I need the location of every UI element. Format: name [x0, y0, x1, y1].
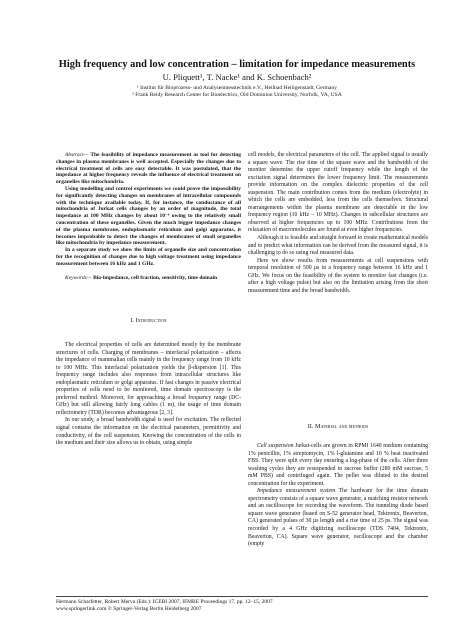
affiliation-2: ² Frank Reidy Research Center for Bioelectrics, Old Dominion University, Norfolk, VA, USA	[132, 92, 342, 98]
intro-paragraph-3: cell models, the electrical parameters of the cell. The applied signal is usually a square wave. The rise time of the square wave and the bandwidth of the monitor determine the upper cutoff frequency while the length of the excitation signal determines the lower frequency limit. The measurements provide information on the complex dielectric properties of the cell suspension. The main contribution comes from the medium (electrolyte) in which the cells are embedded, less from the cells themselves. Structural rearrangements within the plasma membrane are detectable in the low frequency region (10 kHz – 10 MHz). Changes in subcellular structures are observed at higher frequencies up to 100 MHz. Contributions from the relaxation of macromolecules are found at even higher frequencies.	[248, 152, 428, 234]
cell-suspension-label: Cell suspension	[257, 443, 294, 449]
footer-citation: Hermann Scharfetter, Robert Merva (Eds.): ICEBI 2007, IFMBE Proceedings 17, pp. 12–15, 2007	[56, 599, 273, 605]
section-heading-methods: II. Material and methods	[307, 423, 369, 430]
intro-paragraph-1: The electrical properties of cells are determined mostly by the membrane structures of cells. Charging of membranes – interfacial polarization – affects the impedance of mammalian cells mainly in the frequency range from 10 kHz to 100 MHz. This interfacial polarization yields the β-dispersion [1]. This frequency range includes also responses from intracellular structures like endoplasmatic reticulum or golgi apparatus. If fast changes in passive electrical properties of cells need to be monitored, time domain spectroscopy is the preferred method. Moreover, for approaching a broad frequency range (DC-GHz) but still allowing fairly long cables (1 m), the usage of time domain reflectometry (TDR) becomes advantageous [2, 3].	[56, 342, 241, 416]
keywords: Keywords— Bio-impedance, cell fraction, sensitivity, time domain	[65, 274, 218, 281]
abstract-label: Abstract—	[65, 152, 89, 158]
footer	[56, 599, 428, 613]
author-list: U. Pliquett¹, T. Nacke¹ and K. Schoenbach²	[162, 72, 312, 82]
paper-title: High frequency and low concentration – limitation for impedance measurements	[58, 59, 416, 70]
intro-paragraph-2: In our study, a broad bandwidth signal is used for excitation. The reflected signal contains the information on the electrical parameters, permittivity and conductivity, of the cell suspension. Knowing the concentration of the cells in the medium and their size allows us to obtain, using simple	[56, 417, 241, 447]
abstract-section	[56, 152, 241, 281]
cell-suspension-paragraph: Cell suspension Jurkat-cells are grown in RPMI 1640 medium containing 1% penicillin, 1% streptomycin, 1% l-glutamine and 10 % heat inactivated FBS. They were split every day ensuring a log-phase of the cells. After three washing cycles they are resuspended in sucrose buffer (280 mM sucrose, 5 mM PBS) and centrifuged again. The pellet was diluted to the desired concentration for the experiment.	[248, 443, 428, 487]
impedance-system-label: Impedance measurement system	[257, 488, 336, 495]
right-column-intro	[248, 152, 428, 295]
methods-section	[248, 423, 428, 549]
affiliation-1: ¹ Institut für Bioprozess- und Analysenmesstechnik e.V., Heilbad Heiligenstadt, Germany	[137, 85, 337, 91]
abstract-paragraph-2: Using modelling and control experiments we could prove the impossibility for significantly detecting changes on membranes of intracellular compounds with the technique available today. If, for instance, the conductance of all mitochondria of Jurkat cells changes by an order of magnitude, the total impedance at 100 MHz changes by about 10⁻⁶ owing to the relatively small concentration of these organelles. Given the much bigger impedance changes of the plasma membrane, endoplasmatic reticulum and golgi apparatus, it becomes improbable to detect the changes of membranes of small organelles like mitochondria by impedance measurement.	[56, 185, 241, 247]
impedance-system-paragraph: Impedance measurement system The hardware for the time domain spectrometry consists of a square wave generator, a matching resistor network and an oscilloscope for recording the waveform. The tunneling diode based square wave generator (based on S-52 generator head, Tektronix, Beaverton, CA) generated pulses of 30 µs length and a rise time of 25 ps. The signal was recorded by a 4 GHz digitizing oscilloscope (TDS 7404, Tektronix, Beaverton, CA). Square wave generator, oscilloscope and the chamber (empty	[248, 488, 429, 548]
intro-paragraph-5: Here we show results from measurements at cell suspensions with temporal resolution of 500 µs in a frequency range between 16 kHz and 1 GHz. We focus on the feasibility of the system to monitor fast changes (i.e. after a high voltage pulse) but also on the limitation arising from the short measurement time and the broad bandwidth.	[248, 257, 428, 294]
abstract-paragraph-3: In a separate study we show the limits of organelle size and concentration for the recognition of changes due to high voltage treatment using impedance measurement between 16 kHz and 1 GHz.	[56, 247, 241, 267]
intro-paragraph-4: Although it is feasible and straight forward to create mathematical models and to predict what information can be derived from the measured signal, it is challenging to do so using real measured data.	[248, 235, 428, 257]
introduction-section	[56, 317, 241, 448]
section-heading-introduction: I. Introduction	[130, 317, 167, 324]
keywords-label: Keywords—	[65, 274, 92, 281]
abstract-paragraph-1: Abstract— The feasibility of impedance measurement as tool for detecting changes in plasma membranes is well accepted. Especially the changes due to electrical treatment of cells are easy detectable. It was postulated, that the impedance at higher frequency reveals the influence of electrical treatment on organelles like mitochondria.	[56, 152, 242, 186]
footer-rule	[56, 596, 428, 597]
footer-publisher: www.springerlink.com © Springer-Verlag Berlin Heidelberg 2007	[56, 605, 202, 612]
